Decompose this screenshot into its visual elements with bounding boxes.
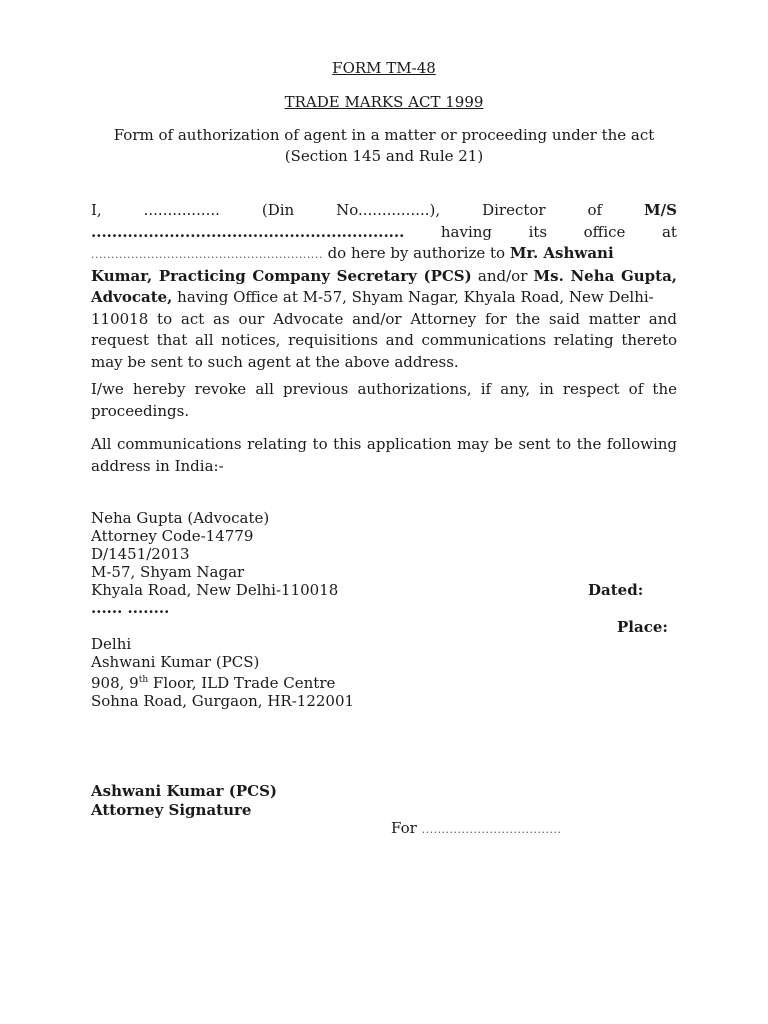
para1-line-5 [91,287,677,309]
address-line-8: Ashwani Kumar (PCS) [91,653,260,671]
subtitle-line-1: Form of authorization of agent in a matter or proceeding under the act [113,126,655,144]
company-blank: ............................................................ [91,222,405,241]
para1-line-1 [91,200,677,222]
office-blank: .......................................................... [91,248,323,261]
date-blank: ...... ........ [91,599,170,617]
agent-name-2-cont: Advocate, [91,288,173,306]
address-line-5: Khyala Road, New Delhi-110018 [91,581,339,599]
word-ms: M/S [644,201,677,219]
word-at: at [661,222,677,241]
address-line-4: M-57, Shyam Nagar [91,563,245,581]
place-label: Place: [617,618,668,636]
word-i: I, [91,201,102,219]
authorize-text: do here by authorize to [322,244,510,262]
address-line-1: Neha Gupta (Advocate) [91,509,270,527]
name-blank: ................ [143,201,220,219]
para1-line-2 [91,222,677,244]
and-or-text: and/or [471,266,534,285]
signatory-title: Attorney Signature [91,801,252,819]
communications-paragraph: All communications relating to this application may be sent to the following address in India:- [91,435,677,475]
word-director: Director [482,201,546,219]
subtitle-line-2: (Section 145 and Rule 21) [284,147,484,165]
word-having: having [440,222,493,241]
form-title: FORM TM-48 [332,59,436,77]
address-block [91,509,354,710]
authorization-paragraph [91,200,677,373]
for-line [391,819,561,837]
para1-rest: 110018 to act as our Advocate and/or Attorney for the said matter and request that all notices, requisitions and communications relating thereto may be sent to such agent at the above address. [91,309,677,371]
para1-line-3 [91,243,677,266]
para1-line-4 [91,266,677,288]
act-title: TRADE MARKS ACT 1999 [284,93,484,111]
address-line-7: Delhi [91,635,132,653]
address-line-10: Sohna Road, Gurgaon, HR-122001 [91,692,355,710]
address-line-9: 908, 9th Floor, ILD Trade Centre [91,674,336,692]
address-line-3: D/1451/2013 [91,545,190,563]
word-its: its [528,222,548,241]
din-no-blank: No...............), [336,201,441,219]
word-of: of [587,201,603,219]
office-address-text: having Office at M-57, Shyam Nagar, Khyala Road, New Delhi- [172,288,654,306]
dated-label: Dated: [588,581,644,599]
agent-name-1-cont: Kumar, Practicing Company Secretary (PCS) [91,266,472,285]
for-blank: ................................... [421,823,562,836]
agent-name-1: Mr. Ashwani [509,244,614,262]
signatory-name: Ashwani Kumar (PCS) [91,782,278,800]
revoke-paragraph: I/we hereby revoke all previous authorizations, if any, in respect of the proceedings. [91,380,677,420]
word-din: (Din [261,201,295,219]
agent-name-2: Ms. Neha Gupta, [533,266,678,285]
address-line-2: Attorney Code-14779 [91,527,254,545]
for-label: For [391,819,417,837]
word-office: office [583,222,626,241]
